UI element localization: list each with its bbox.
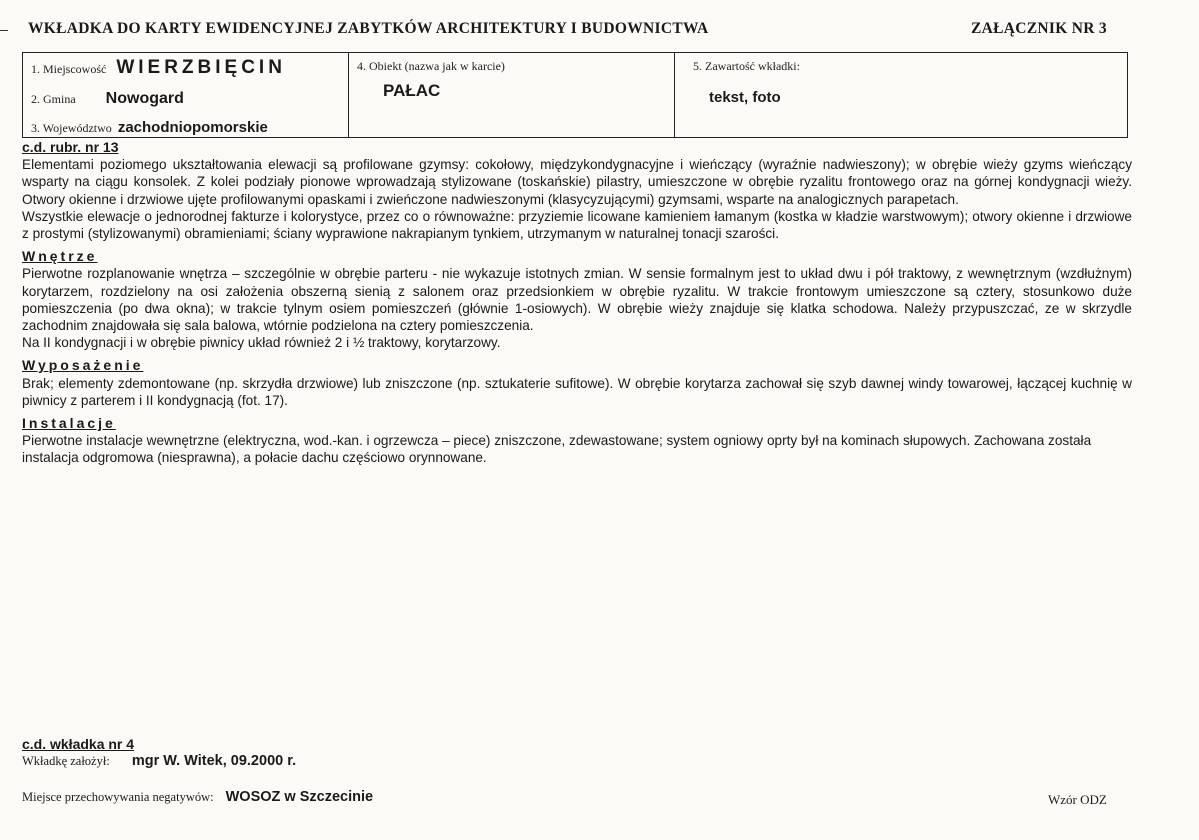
interior-section [22, 248, 1132, 351]
equipment-paragraph: Brak; elementy zdemontowane (np. skrzydła drzwiowe) lub zniszczone (np. sztukaterie sufitowe). W obrębie korytarza zachował się szyb dawnej windy towarowej, łączącej kuchnię w piwnicy z parterem i II kondygnacją (fot. 17). [22, 375, 1132, 408]
created-by-label: Wkładkę założył: [22, 754, 110, 768]
contents-value: tekst, foto [709, 89, 781, 106]
template-code: Wzór ODZ [1048, 792, 1107, 807]
installations-paragraph: Pierwotne instalacje wewnętrzne (elektryczna, wod.-kan. i ogrzewcza – piece) zniszczone, zdewastowane; system ogniowy oprty był na kominach słupowych. Zachowana została instalacja odgromowa (niesprawna), a połacie dachu częściowo orynnowane. [22, 433, 1092, 466]
negatives-storage-value: WOSOZ w Szczecinie [225, 789, 374, 805]
continuation-heading: c.d. rubr. nr 13 [22, 139, 119, 155]
continuation-insert: c.d. wkładka nr 4 [22, 736, 135, 752]
voivodeship-value: zachodniopomorskie [117, 119, 268, 136]
installations-heading: Instalacje [22, 415, 116, 432]
annex-number: ZAŁĄCZNIK NR 3 [971, 20, 1107, 37]
form-header-table [22, 52, 1128, 138]
contents-column [675, 53, 1127, 137]
object-value: PAŁAC [383, 81, 441, 100]
voivodeship-row [31, 119, 268, 137]
margin-tick [0, 30, 8, 31]
continuation-paragraph-1: Elementami poziomego ukształtowania elewacji są profilowane gzymsy: cokołowy, międzykondygnacyjne i wieńczący (wyraźnie nadwieszony); w obrębie wieży gzyms wieńczący wsparty na ciągu konsolek. Z kolei podziały pionowe wprowadzają stylizowane (toskańskie) pilastry, umieszczone w obrębie ryzalitu frontowego oraz na górnej kondygnacji wieży. Otwory okienne i drzwiowe ujęte profilowanymi opaskami i zwieńczone nadwieszonymi (klasycyzującymi) gzymsami, wsparte na analogicznych parapetach. [22, 157, 1132, 207]
commune-row [31, 90, 184, 108]
object-column [349, 53, 675, 137]
equipment-section [22, 357, 1132, 409]
object-label: 4. Obiekt (nazwa jak w karcie) [357, 59, 505, 73]
object-label-row [357, 57, 505, 75]
contents-label: 5. Zawartość wkładki: [693, 59, 800, 73]
interior-heading: Wnętrze [22, 248, 98, 265]
interior-paragraph-1: Pierwotne rozplanowanie wnętrza – szczególnie w obrębie parteru - nie wykazuje istotnych zmian. W sensie formalnym jest to układ dwu i pół traktowy, z wewnętrznym (wzdłużnym) korytarzem, rozdzielony na osi założenia obszerną sienią z salonem oraz przedsionkiem w obrębie ryzalitu. W trakcie frontowym umieszczone są cztery, stosunkowo duże pomieszczenia (po dwa okna); w trakcie tylnym osiem pomieszczeń (głównie 1-osiowych). W obrębie wieży znajduje się klatka schodowa. Należy przypuszczać, ze w skrzydle zachodnim znajdowała się sala balowa, wtórnie podzielona na cztery pomieszczenia. [22, 266, 1132, 334]
commune-label: 2. Gmina [31, 92, 76, 106]
document-body [22, 139, 1132, 467]
location-column [23, 53, 349, 137]
interior-paragraph-2: Na II kondygnacji i w obrębie piwnicy układ również 2 i ½ traktowy, korytarzowy. [22, 335, 501, 351]
created-by-value: mgr W. Witek, 09.2000 r. [131, 753, 297, 769]
locality-value: WIERZBIĘCIN [116, 57, 286, 78]
continuation-paragraph-2: Wszystkie elewacje o jednorodnej fakturze i kolorystyce, przez co o równoważne: przyziemie licowane kamieniem łamanym (kostka w kładzie warstwowym); otwory okienne i drzwiowe z prostymi (stylizowanymi) obramieniami; ściany wyprawione nakrapianym tynkiem, utrzymanym w naturalnej tonacji szarości. [22, 208, 1132, 242]
installations-section [22, 415, 1132, 467]
contents-label-row [693, 57, 800, 75]
negatives-storage-label: Miejsce przechowywania negatywów: [22, 790, 214, 804]
equipment-heading: Wyposażenie [22, 357, 144, 374]
created-by-row [22, 752, 296, 770]
document-title: WKŁADKA DO KARTY EWIDENCYJNEJ ZABYTKÓW ARCHITEKTURY I BUDOWNICTWA [28, 20, 709, 37]
locality-label: 1. Miejscowość [31, 62, 107, 76]
voivodeship-label: 3. Województwo [31, 121, 112, 135]
continuation-section [22, 139, 1132, 242]
negatives-storage-row [22, 788, 373, 806]
commune-value: Nowogard [105, 90, 184, 107]
locality-row [31, 57, 286, 79]
